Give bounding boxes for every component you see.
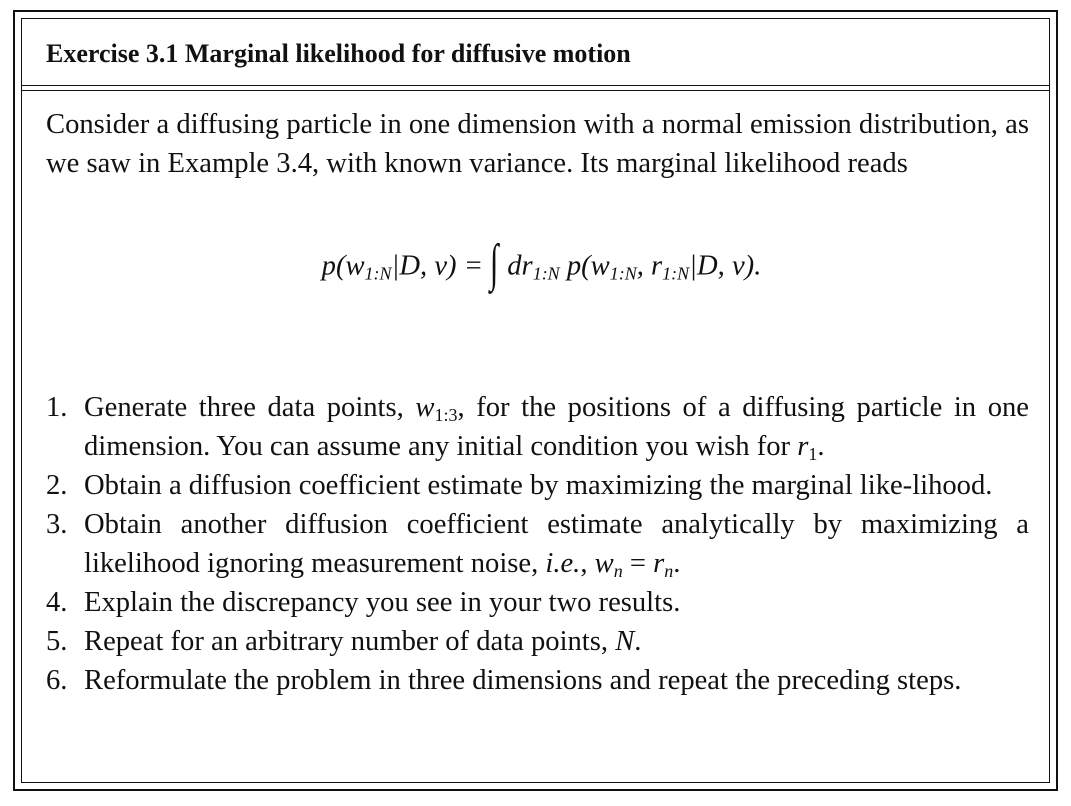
item-number: 4.: [46, 587, 68, 618]
exercise-box-outer: [13, 10, 1058, 791]
math-subscript: n: [613, 561, 623, 581]
exercise-steps-list: [46, 388, 1029, 700]
exercise-box-inner: [21, 18, 1050, 783]
list-item: [46, 505, 1029, 583]
formula-expression: [321, 235, 762, 294]
math-var-w: w: [415, 392, 435, 423]
item-text: Generate three data points,: [84, 392, 416, 423]
item-number: 3.: [46, 509, 68, 540]
intro-paragraph: Consider a diffusing particle in one dimension with a normal emission distribution, as we saw in Example 3.4, with known variance. Its marginal likelihood reads: [46, 109, 1029, 179]
list-item: [46, 622, 1029, 661]
item-text: .: [634, 626, 642, 657]
math-subscript: n: [664, 561, 674, 581]
formula-rhs-p: p(w: [566, 250, 610, 282]
list-item: [46, 388, 1029, 466]
math-var-n: N: [615, 626, 635, 657]
marginal-likelihood-formula: [46, 235, 1029, 302]
list-item: [46, 466, 1029, 505]
formula-lhs-p: p(w: [321, 250, 365, 282]
exercise-header: [22, 19, 1049, 85]
integral-sign: ∫: [489, 235, 499, 292]
item-text: Obtain another diffusion coefficient estimate analytically by maximizing a likelihood ignoring measurement noise,: [84, 509, 1029, 579]
item-text: Repeat for an arbitrary number of data points,: [84, 626, 616, 657]
item-number: 5.: [46, 626, 68, 657]
item-text: Reformulate the problem in three dimensions and repeat the preceding steps.: [84, 665, 962, 696]
math-subscript: 1: [808, 444, 818, 464]
formula-rhs-subscript-2: 1:N: [662, 263, 690, 284]
formula-lhs-rest: |D, v) =: [391, 250, 483, 282]
formula-rhs-mid: , r: [636, 250, 663, 282]
formula-rhs-end: |D, v).: [689, 250, 762, 282]
math-var-w: w: [594, 548, 614, 579]
item-text: Explain the discrepancy you see in your two results.: [84, 587, 681, 618]
formula-rhs-subscript-1: 1:N: [609, 263, 637, 284]
item-text: ,: [580, 548, 595, 579]
ie-abbreviation: i.e.: [545, 548, 581, 579]
formula-dr-subscript: 1:N: [532, 263, 560, 284]
header-double-rule: [22, 85, 1049, 91]
list-item: [46, 583, 1029, 622]
item-text: .: [673, 548, 681, 579]
item-number: 1.: [46, 392, 68, 423]
item-text: Obtain a diffusion coefficient estimate by maximizing the marginal like-lihood.: [84, 470, 993, 501]
math-var-r: r: [797, 431, 809, 462]
exercise-body: [46, 105, 1029, 696]
item-number: 6.: [46, 665, 68, 696]
exercise-title: Exercise 3.1 Marginal likelihood for diffusive motion: [46, 39, 631, 68]
list-item: [46, 661, 1029, 700]
math-subscript: 1:3: [434, 405, 458, 425]
item-text: , for the positions of a diffusing particle in one dimension. You can assume any initial condition you wish for: [84, 392, 1029, 462]
math-equals: =: [622, 548, 654, 579]
formula-dr: dr: [507, 250, 533, 282]
math-var-r: r: [653, 548, 665, 579]
item-text: .: [817, 431, 825, 462]
formula-lhs-subscript: 1:N: [364, 263, 392, 284]
item-number: 2.: [46, 470, 68, 501]
